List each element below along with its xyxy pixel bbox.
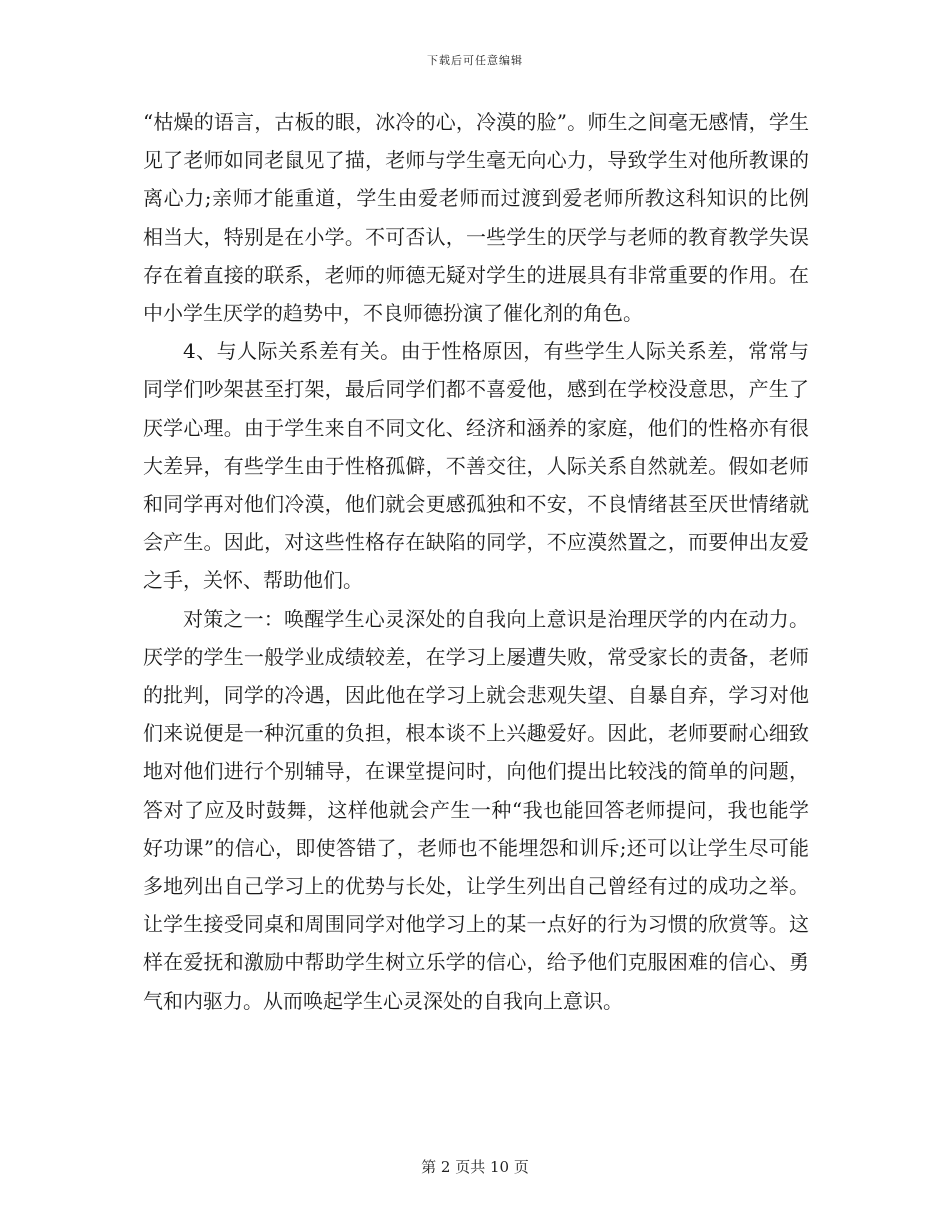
page-number-footer: 第 2 页共 10 页 [421,1158,529,1176]
page-header-note: 下载后可任意编辑 [427,54,523,67]
paragraph-teacher-ethics: “枯燥的语言，古板的眼，冰冷的心，冷漠的脸”。师生之间毫无感情，学生见了老师如同老鼠见了描，老师与学生毫无向心力，导致学生对他所教课的离心力;亲师才能重道，学生由爱老师而过渡到爱老师所教这科知识的比例相当大，特别是在小学。不可否认，一些学生的厌学与老师的教育教学失误存在着直接的联系，老师的师德无疑对学生的进展具有非常重要的作用。在中小学生厌学的趋势中，不良师德扮演了催化剂的角色。 [143,110,809,326]
document-body [143,103,809,1020]
paragraph-countermeasure-one: 对策之一：唤醒学生心灵深处的自我向上意识是治理厌学的内在动力。厌学的学生一般学业成绩较差，在学习上屡遭失败，常受家长的责备，老师的批判，同学的冷遇，因此他在学习上就会悲观失望、自暴自弃，学习对他们来说便是一种沉重的负担，根本谈不上兴趣爱好。因此，老师要耐心细致地对他们进行个别辅导，在课堂提问时，向他们提出比较浅的简单的问题，答对了应及时鼓舞，这样他就会产生一种“我也能回答老师提问，我也能学好功课”的信心，即使答错了，老师也不能埋怨和训斥;还可以让学生尽可能多地列出自己学习上的优势与长处，让学生列出自己曾经有过的成功之举。让学生接受同桌和周围同学对他学习上的某一点好的行为习惯的欣赏等。这样在爱抚和激励中帮助学生树立乐学的信心，给予他们克服困难的信心、勇气和内驱力。从而唤起学生心灵深处的自我向上意识。 [143,606,809,1013]
paragraph-interpersonal-relations: 4、与人际关系差有关。由于性格原因，有些学生人际关系差，常常与同学们吵架甚至打架，最后同学们都不喜爱他，感到在学校没意思，产生了厌学心理。由于学生来自不同文化、经济和涵养的家庭，他们的性格亦有很大差异，有些学生由于性格孤僻，不善交往，人际关系自然就差。假如老师和同学再对他们冷漠，他们就会更感孤独和不安，不良情绪甚至厌世情绪就会产生。因此，对这些性格存在缺陷的同学，不应漠然置之，而要伸出友爱之手，关怀、帮助他们。 [143,339,809,593]
